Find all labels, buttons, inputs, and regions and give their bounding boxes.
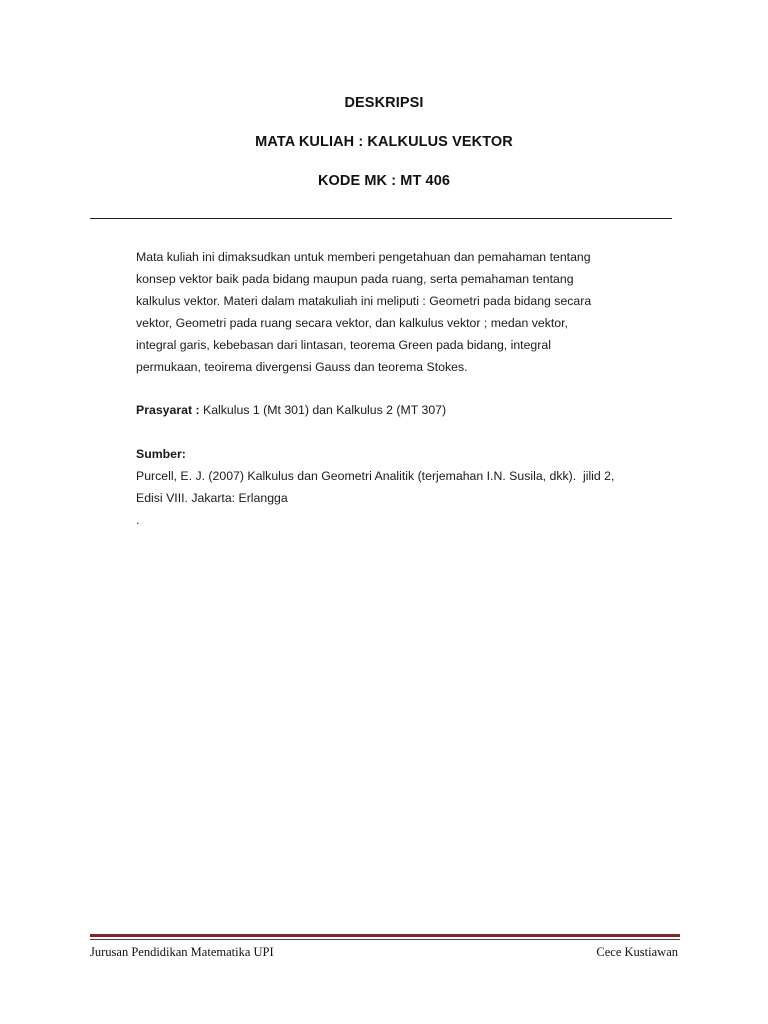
course-description xyxy=(136,246,676,378)
source-reference xyxy=(136,465,676,509)
trailing-dot: . xyxy=(136,513,140,527)
footer-author: Cece Kustiawan xyxy=(596,945,678,959)
prerequisite-label: Prasyarat : xyxy=(136,403,200,417)
course-name-heading: MATA KULIAH : KALKULUS VEKTOR xyxy=(255,134,513,150)
description-line: vektor, Geometri pada ruang secara vektor, dan kalkulus vektor ; medan vektor, xyxy=(136,316,568,330)
prerequisite-paragraph xyxy=(136,399,676,421)
document-title: DESKRIPSI xyxy=(344,95,424,111)
description-line: konsep vektor baik pada bidang maupun pada ruang, serta pemahaman tentang xyxy=(136,272,574,286)
prerequisite-value: Kalkulus 1 (Mt 301) dan Kalkulus 2 (MT 307) xyxy=(199,403,447,417)
source-label: Sumber: xyxy=(136,447,186,461)
description-line: permukaan, teoirema divergensi Gauss dan teorema Stokes. xyxy=(136,360,468,374)
description-line: kalkulus vektor. Materi dalam matakuliah ini meliputi : Geometri pada bidang secara xyxy=(136,294,592,308)
footer-department: Jurusan Pendidikan Matematika UPI xyxy=(90,945,274,959)
footer-divider-thin xyxy=(90,939,680,940)
header-divider xyxy=(90,218,672,219)
footer-divider-thick xyxy=(90,934,680,937)
description-line: integral garis, kebebasan dari lintasan, teorema Green pada bidang, integral xyxy=(136,338,551,352)
course-code-heading: KODE MK : MT 406 xyxy=(317,173,451,189)
source-line: Purcell, E. J. (2007) Kalkulus dan Geometri Analitik (terjemahan I.N. Susila, dkk). jilid 2, xyxy=(136,469,615,483)
source-line: Edisi VIII. Jakarta: Erlangga xyxy=(136,491,288,505)
description-line: Mata kuliah ini dimaksudkan untuk memberi pengetahuan dan pemahaman tentang xyxy=(136,250,591,264)
